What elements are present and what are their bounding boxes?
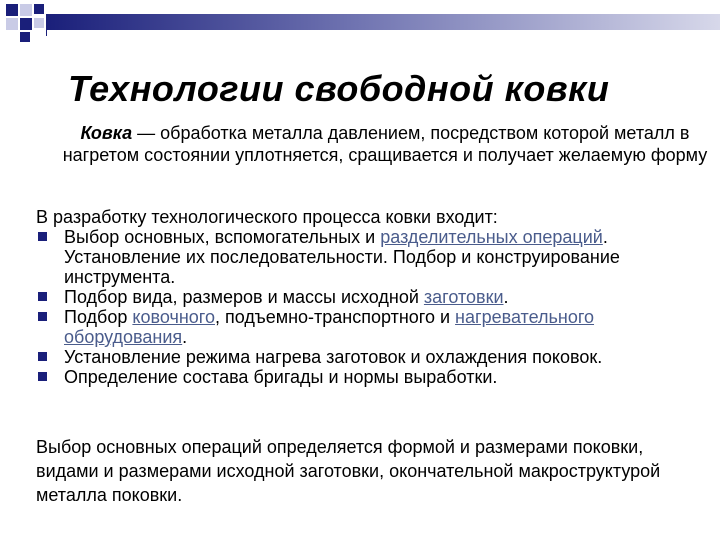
bullet-text: . Установление их последовательности. Подбор и конструирование инструмента. — [64, 227, 620, 287]
bullet-text: . — [503, 287, 509, 307]
deco-square — [34, 18, 44, 28]
link-separation-operations[interactable]: разделительных операций — [380, 227, 603, 247]
definition-text: — обработка металла давлением, посредством которой металл в нагретом состоянии уплотняется, сращивается и получает желаемую форму — [62, 123, 708, 165]
bullet-text: , подъемно-транспортного и — [214, 307, 456, 327]
process-section — [36, 207, 706, 387]
header-bar — [46, 14, 720, 30]
deco-square — [34, 4, 44, 14]
bullet-square-icon — [38, 312, 47, 321]
list-item — [36, 367, 706, 387]
deco-square — [20, 4, 32, 16]
bullet-text: Определение состава бригады и нормы выработки. — [64, 367, 498, 387]
deco-square — [6, 18, 18, 30]
bullet-text: Подбор — [64, 307, 133, 327]
bullet-list — [36, 227, 706, 387]
link-forging-equipment[interactable]: ковочного — [132, 307, 215, 327]
link-heating-equipment[interactable]: нагревательного оборудования — [64, 307, 595, 347]
slide-title: Технологии свободной ковки — [68, 68, 610, 109]
bullet-square-icon — [38, 352, 47, 361]
bullet-square-icon — [38, 372, 47, 381]
bullet-text: Установление режима нагрева заготовок и охлаждения поковок. — [64, 347, 603, 367]
list-item — [36, 227, 706, 287]
deco-square — [20, 18, 32, 30]
list-item — [36, 287, 706, 307]
bullet-text: . — [182, 327, 188, 347]
deco-square — [6, 4, 18, 16]
deco-square — [20, 32, 30, 42]
bullet-text: Подбор вида, размеров и массы исходной — [64, 287, 424, 307]
conclusion-paragraph: Выбор основных операций определяется формой и размерами поковки, видами и размерами исходной заготовки, окончательной макроструктурой металла поковки. — [36, 437, 661, 505]
bullet-square-icon — [38, 292, 47, 301]
header-divider — [46, 30, 47, 36]
definition-term: Ковка — [80, 123, 133, 143]
bullet-square-icon — [38, 232, 47, 241]
link-workpiece[interactable]: заготовки — [423, 287, 504, 307]
intro-text: В разработку технологического процесса ковки входит: — [36, 207, 498, 227]
list-item — [36, 347, 706, 367]
definition — [60, 122, 710, 166]
list-item — [36, 307, 706, 347]
bullet-text: Выбор основных, вспомогательных и — [64, 227, 381, 247]
